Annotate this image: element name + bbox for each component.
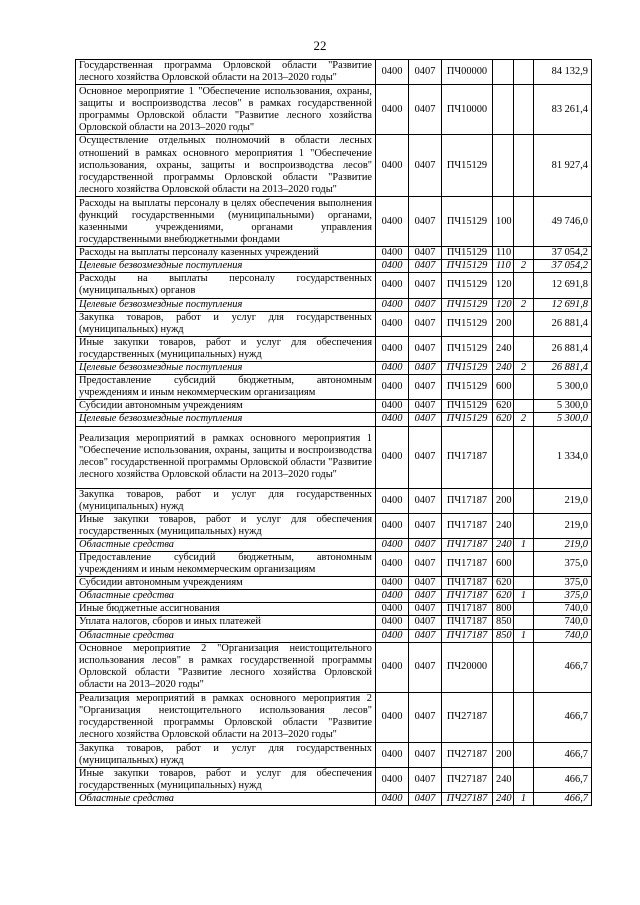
row-description: Иные закупки товаров, работ и услуг для обеспечения государственных (муниципальных) нужд <box>76 513 376 538</box>
target-article-code: ПЧ17187 <box>442 488 493 513</box>
section-code: 0400 <box>376 413 409 426</box>
section-code: 0400 <box>376 616 409 629</box>
expense-type-code: 200 <box>493 742 514 767</box>
expense-type-code <box>493 135 514 197</box>
funding-source-code: 1 <box>514 590 534 603</box>
row-description: Областные средства <box>76 590 376 603</box>
expense-type-code <box>493 60 514 85</box>
section-code: 0400 <box>376 513 409 538</box>
funding-source-code <box>514 616 534 629</box>
section-code: 0400 <box>376 85 409 135</box>
funding-source-code <box>514 197 534 247</box>
subsection-code: 0407 <box>409 413 442 426</box>
amount: 1 334,0 <box>534 426 592 488</box>
amount: 466,7 <box>534 767 592 792</box>
table-row <box>76 273 592 298</box>
target-article-code: ПЧ15129 <box>442 311 493 336</box>
subsection-code: 0407 <box>409 135 442 197</box>
target-article-code: ПЧ17187 <box>442 590 493 603</box>
subsection-code: 0407 <box>409 513 442 538</box>
target-article-code: ПЧ10000 <box>442 85 493 135</box>
section-code: 0400 <box>376 767 409 792</box>
target-article-code: ПЧ15129 <box>442 135 493 197</box>
row-description: Целевые безвозмездные поступления <box>76 260 376 273</box>
expense-type-code: 620 <box>493 590 514 603</box>
target-article-code: ПЧ27187 <box>442 692 493 742</box>
expense-type-code: 240 <box>493 538 514 551</box>
subsection-code: 0407 <box>409 538 442 551</box>
expense-type-code <box>493 426 514 488</box>
expense-type-code: 240 <box>493 793 514 806</box>
table-row <box>76 311 592 336</box>
expense-type-code: 110 <box>493 260 514 273</box>
budget-table-body <box>76 60 592 806</box>
subsection-code: 0407 <box>409 590 442 603</box>
amount: 219,0 <box>534 488 592 513</box>
funding-source-code: 1 <box>514 793 534 806</box>
row-description: Субсидии автономным учреждениям <box>76 400 376 413</box>
table-row <box>76 603 592 616</box>
funding-source-code: 2 <box>514 260 534 273</box>
table-row <box>76 793 592 806</box>
funding-source-code: 1 <box>514 629 534 642</box>
funding-source-code <box>514 642 534 692</box>
expense-type-code: 120 <box>493 273 514 298</box>
amount: 37 054,2 <box>534 247 592 260</box>
expense-type-code: 240 <box>493 513 514 538</box>
target-article-code: ПЧ27187 <box>442 793 493 806</box>
subsection-code: 0407 <box>409 362 442 375</box>
expense-type-code: 110 <box>493 247 514 260</box>
expense-type-code: 200 <box>493 488 514 513</box>
amount: 466,7 <box>534 642 592 692</box>
expense-type-code: 620 <box>493 413 514 426</box>
table-row <box>76 197 592 247</box>
section-code: 0400 <box>376 247 409 260</box>
table-row <box>76 513 592 538</box>
funding-source-code: 2 <box>514 298 534 311</box>
funding-source-code <box>514 603 534 616</box>
table-row <box>76 551 592 576</box>
page-number: 22 <box>313 38 327 53</box>
expense-type-code: 800 <box>493 603 514 616</box>
target-article-code: ПЧ17187 <box>442 616 493 629</box>
amount: 26 881,4 <box>534 362 592 375</box>
subsection-code: 0407 <box>409 742 442 767</box>
subsection-code: 0407 <box>409 311 442 336</box>
table-row <box>76 362 592 375</box>
expense-type-code: 620 <box>493 577 514 590</box>
expense-type-code <box>493 692 514 742</box>
amount: 466,7 <box>534 692 592 742</box>
subsection-code: 0407 <box>409 400 442 413</box>
funding-source-code <box>514 336 534 361</box>
amount: 83 261,4 <box>534 85 592 135</box>
row-description: Целевые безвозмездные поступления <box>76 413 376 426</box>
funding-source-code <box>514 311 534 336</box>
subsection-code: 0407 <box>409 375 442 400</box>
target-article-code: ПЧ15129 <box>442 400 493 413</box>
row-description: Субсидии автономным учреждениям <box>76 577 376 590</box>
funding-source-code <box>514 767 534 792</box>
section-code: 0400 <box>376 577 409 590</box>
subsection-code: 0407 <box>409 488 442 513</box>
section-code: 0400 <box>376 551 409 576</box>
amount: 219,0 <box>534 513 592 538</box>
target-article-code: ПЧ17187 <box>442 513 493 538</box>
target-article-code: ПЧ15129 <box>442 298 493 311</box>
subsection-code: 0407 <box>409 60 442 85</box>
subsection-code: 0407 <box>409 197 442 247</box>
target-article-code: ПЧ15129 <box>442 362 493 375</box>
subsection-code: 0407 <box>409 767 442 792</box>
amount: 466,7 <box>534 742 592 767</box>
table-row <box>76 692 592 742</box>
table-row <box>76 400 592 413</box>
amount: 466,7 <box>534 793 592 806</box>
amount: 375,0 <box>534 577 592 590</box>
amount: 375,0 <box>534 590 592 603</box>
funding-source-code <box>514 551 534 576</box>
section-code: 0400 <box>376 362 409 375</box>
expense-type-code: 240 <box>493 362 514 375</box>
table-row <box>76 298 592 311</box>
row-description: Иные закупки товаров, работ и услуг для обеспечения государственных (муниципальных) нужд <box>76 767 376 792</box>
section-code: 0400 <box>376 60 409 85</box>
amount: 375,0 <box>534 551 592 576</box>
expense-type-code: 620 <box>493 400 514 413</box>
section-code: 0400 <box>376 692 409 742</box>
section-code: 0400 <box>376 426 409 488</box>
amount: 26 881,4 <box>534 336 592 361</box>
target-article-code: ПЧ15129 <box>442 413 493 426</box>
table-row <box>76 538 592 551</box>
amount: 84 132,9 <box>534 60 592 85</box>
subsection-code: 0407 <box>409 629 442 642</box>
subsection-code: 0407 <box>409 426 442 488</box>
section-code: 0400 <box>376 488 409 513</box>
row-description: Закупка товаров, работ и услуг для государственных (муниципальных) нужд <box>76 488 376 513</box>
section-code: 0400 <box>376 260 409 273</box>
subsection-code: 0407 <box>409 616 442 629</box>
target-article-code: ПЧ15129 <box>442 260 493 273</box>
table-row <box>76 590 592 603</box>
row-description: Расходы на выплаты персоналу в целях обеспечения выполнения функций государственными (муниципальными) органами, казенными учреждениями, органами управления государственными внебюджетными фондами <box>76 197 376 247</box>
funding-source-code: 2 <box>514 413 534 426</box>
target-article-code: ПЧ00000 <box>442 60 493 85</box>
row-description: Предоставление субсидий бюджетным, автономным учреждениям и иным некоммерческим организациям <box>76 375 376 400</box>
target-article-code: ПЧ20000 <box>442 642 493 692</box>
target-article-code: ПЧ17187 <box>442 538 493 551</box>
table-row <box>76 488 592 513</box>
amount: 37 054,2 <box>534 260 592 273</box>
target-article-code: ПЧ27187 <box>442 742 493 767</box>
target-article-code: ПЧ17187 <box>442 629 493 642</box>
funding-source-code: 2 <box>514 362 534 375</box>
section-code: 0400 <box>376 642 409 692</box>
row-description: Областные средства <box>76 629 376 642</box>
table-row <box>76 135 592 197</box>
subsection-code: 0407 <box>409 273 442 298</box>
expense-type-code: 600 <box>493 375 514 400</box>
target-article-code: ПЧ17187 <box>442 426 493 488</box>
section-code: 0400 <box>376 603 409 616</box>
row-description: Закупка товаров, работ и услуг для государственных (муниципальных) нужд <box>76 311 376 336</box>
funding-source-code <box>514 273 534 298</box>
row-description: Осуществление отдельных полномочий в области лесных отношений в рамках основного мероприятия 1 "Обеспечение использования, охраны, защиты и воспроизводства лесов" государственной программы Орловской области "Развитие лесного хозяйства Орловской области на 2013–2020 годы" <box>76 135 376 197</box>
subsection-code: 0407 <box>409 551 442 576</box>
table-row <box>76 336 592 361</box>
amount: 740,0 <box>534 603 592 616</box>
expense-type-code: 200 <box>493 311 514 336</box>
target-article-code: ПЧ17187 <box>442 577 493 590</box>
table-row <box>76 247 592 260</box>
amount: 26 881,4 <box>534 311 592 336</box>
row-description: Областные средства <box>76 793 376 806</box>
section-code: 0400 <box>376 135 409 197</box>
funding-source-code <box>514 375 534 400</box>
expense-type-code: 100 <box>493 197 514 247</box>
funding-source-code <box>514 692 534 742</box>
funding-source-code <box>514 577 534 590</box>
amount: 81 927,4 <box>534 135 592 197</box>
table-row <box>76 616 592 629</box>
subsection-code: 0407 <box>409 260 442 273</box>
table-row <box>76 767 592 792</box>
subsection-code: 0407 <box>409 603 442 616</box>
table-row <box>76 375 592 400</box>
row-description: Уплата налогов, сборов и иных платежей <box>76 616 376 629</box>
amount: 740,0 <box>534 629 592 642</box>
amount: 219,0 <box>534 538 592 551</box>
row-description: Реализация мероприятий в рамках основного мероприятия 2 "Организация неистощительного использования лесов" государственной программы Орловской области "Развитие лесного хозяйства Орловской области на 2013–2020 годы" <box>76 692 376 742</box>
row-description: Государственная программа Орловской области "Развитие лесного хозяйства Орловской области на 2013–2020 годы" <box>76 60 376 85</box>
table-row <box>76 260 592 273</box>
table-row <box>76 85 592 135</box>
expense-type-code: 120 <box>493 298 514 311</box>
expense-type-code: 240 <box>493 336 514 361</box>
table-row <box>76 60 592 85</box>
target-article-code: ПЧ27187 <box>442 767 493 792</box>
expense-type-code <box>493 642 514 692</box>
subsection-code: 0407 <box>409 577 442 590</box>
subsection-code: 0407 <box>409 336 442 361</box>
row-description: Реализация мероприятий в рамках основного мероприятия 1 "Обеспечение использования, охраны, защиты и воспроизводства лесов" государственной программы Орловской области "Развитие лесного хозяйства Орловской области на 2013–2020 годы" <box>76 426 376 488</box>
funding-source-code <box>514 60 534 85</box>
row-description: Основное мероприятие 2 "Организация неистощительного использования лесов" в рамках государственной программы Орловской области "Развитие лесного хозяйства Орловской области на 2013–2020 годы" <box>76 642 376 692</box>
section-code: 0400 <box>376 793 409 806</box>
table-row <box>76 742 592 767</box>
funding-source-code: 1 <box>514 538 534 551</box>
expense-type-code: 600 <box>493 551 514 576</box>
amount: 740,0 <box>534 616 592 629</box>
row-description: Целевые безвозмездные поступления <box>76 298 376 311</box>
funding-source-code <box>514 426 534 488</box>
table-row <box>76 642 592 692</box>
target-article-code: ПЧ17187 <box>442 551 493 576</box>
row-description: Расходы на выплаты персоналу государственных (муниципальных) органов <box>76 273 376 298</box>
target-article-code: ПЧ15129 <box>442 375 493 400</box>
row-description: Иные закупки товаров, работ и услуг для обеспечения государственных (муниципальных) нужд <box>76 336 376 361</box>
amount: 5 300,0 <box>534 400 592 413</box>
funding-source-code <box>514 742 534 767</box>
row-description: Предоставление субсидий бюджетным, автономным учреждениям и иным некоммерческим организациям <box>76 551 376 576</box>
section-code: 0400 <box>376 629 409 642</box>
subsection-code: 0407 <box>409 642 442 692</box>
target-article-code: ПЧ15129 <box>442 336 493 361</box>
table-row <box>76 413 592 426</box>
row-description: Областные средства <box>76 538 376 551</box>
section-code: 0400 <box>376 197 409 247</box>
amount: 5 300,0 <box>534 413 592 426</box>
funding-source-code <box>514 488 534 513</box>
section-code: 0400 <box>376 742 409 767</box>
row-description: Иные бюджетные ассигнования <box>76 603 376 616</box>
table-row <box>76 426 592 488</box>
subsection-code: 0407 <box>409 793 442 806</box>
expense-type-code: 240 <box>493 767 514 792</box>
section-code: 0400 <box>376 538 409 551</box>
row-description: Основное мероприятие 1 "Обеспечение использования, охраны, защиты и воспроизводства лесов" в рамках государственной программы Орловской области "Развитие лесного хозяйства Орловской области на 2013–2020 годы" <box>76 85 376 135</box>
table-row <box>76 629 592 642</box>
target-article-code: ПЧ15129 <box>442 273 493 298</box>
funding-source-code <box>514 400 534 413</box>
target-article-code: ПЧ15129 <box>442 197 493 247</box>
row-description: Закупка товаров, работ и услуг для государственных (муниципальных) нужд <box>76 742 376 767</box>
subsection-code: 0407 <box>409 85 442 135</box>
amount: 12 691,8 <box>534 298 592 311</box>
section-code: 0400 <box>376 311 409 336</box>
section-code: 0400 <box>376 336 409 361</box>
funding-source-code <box>514 513 534 538</box>
section-code: 0400 <box>376 400 409 413</box>
amount: 5 300,0 <box>534 375 592 400</box>
subsection-code: 0407 <box>409 298 442 311</box>
row-description: Целевые безвозмездные поступления <box>76 362 376 375</box>
budget-table <box>75 59 592 806</box>
expense-type-code: 850 <box>493 629 514 642</box>
expense-type-code <box>493 85 514 135</box>
section-code: 0400 <box>376 298 409 311</box>
section-code: 0400 <box>376 590 409 603</box>
amount: 49 746,0 <box>534 197 592 247</box>
funding-source-code <box>514 135 534 197</box>
row-description: Расходы на выплаты персоналу казенных учреждений <box>76 247 376 260</box>
amount: 12 691,8 <box>534 273 592 298</box>
section-code: 0400 <box>376 273 409 298</box>
funding-source-code <box>514 85 534 135</box>
target-article-code: ПЧ15129 <box>442 247 493 260</box>
subsection-code: 0407 <box>409 692 442 742</box>
subsection-code: 0407 <box>409 247 442 260</box>
funding-source-code <box>514 247 534 260</box>
target-article-code: ПЧ17187 <box>442 603 493 616</box>
expense-type-code: 850 <box>493 616 514 629</box>
table-row <box>76 577 592 590</box>
section-code: 0400 <box>376 375 409 400</box>
